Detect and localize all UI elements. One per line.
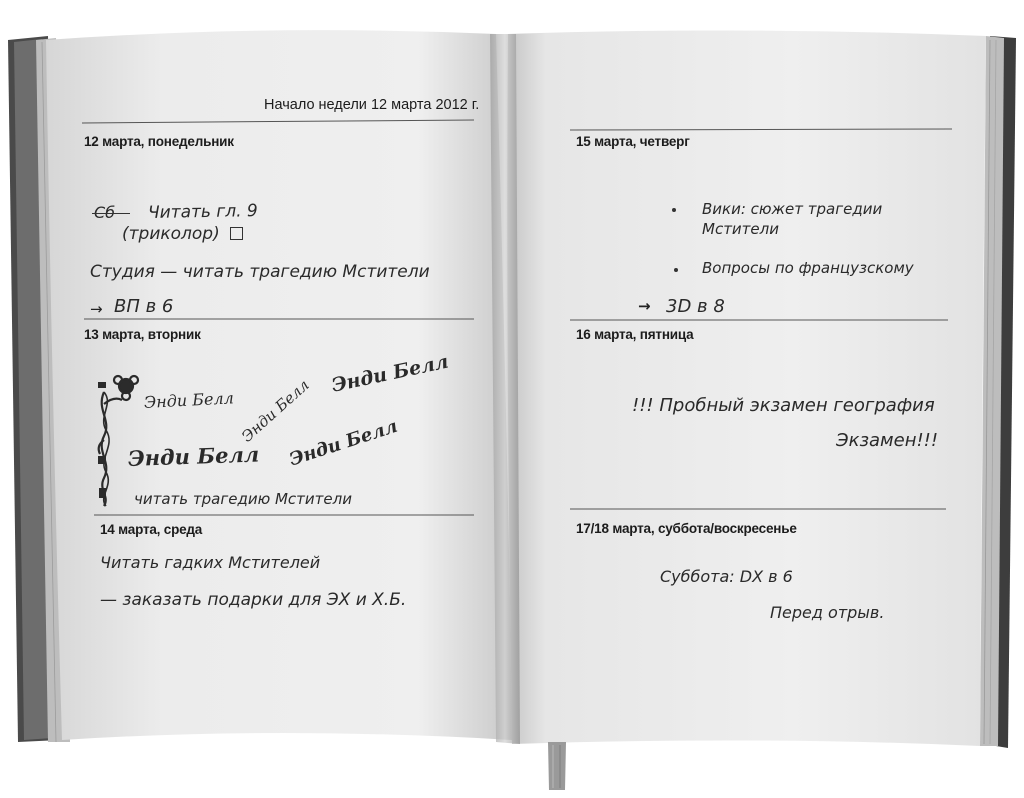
arrow-right-icon: → [638, 297, 651, 315]
day-heading-tuesday: 13 марта, вторник [84, 327, 201, 342]
note-saturday: Суббота: DX в 6 [660, 567, 793, 586]
note-studio: Студия — читать трагедию Мстители [90, 262, 430, 282]
day-heading-friday: 16 марта, пятница [576, 327, 694, 342]
note-andy-5: Энди Белл [286, 415, 401, 471]
strikethrough-line [92, 213, 130, 214]
week-heading: Начало недели 12 марта 2012 г. [264, 97, 480, 113]
note-wed-2: — заказать подарки для ЭХ и Х.Б. [100, 590, 407, 610]
arrow-right-icon: → [90, 300, 103, 318]
note-wed-1: Читать гадких Мстителей [100, 553, 321, 572]
day-heading-weekend: 17/18 марта, суббота/воскресенье [576, 521, 797, 536]
note-bp: ВП в 6 [114, 296, 174, 317]
note-read-chapter: Читать гл. 9 [147, 201, 258, 223]
note-andy-2: Энди Белл [237, 375, 313, 446]
day-heading-wednesday: 14 марта, среда [100, 522, 203, 537]
note-tricolor: (триколор) [122, 224, 220, 244]
day-heading-thursday: 15 марта, четверг [576, 134, 690, 149]
bullet-dot [674, 268, 678, 272]
struck-note: Сб [94, 203, 116, 222]
note-read-tragedy: читать трагедию Мстители [134, 490, 352, 508]
note-exam-2: Экзамен!!! [836, 430, 939, 451]
day-heading-monday: 12 марта, понедельник [84, 134, 234, 149]
note-andy-4: Энди Белл [127, 441, 260, 471]
bullet-dot [672, 208, 676, 212]
bookmark-ribbon [548, 742, 566, 790]
note-break: Перед отрыв. [770, 603, 885, 622]
note-andy-3: Энди Белл [329, 350, 451, 397]
note-french: Вопросы по французскому [702, 259, 914, 277]
note-andy-1: Энди Белл [143, 388, 235, 412]
note-wiki-1: Вики: сюжет трагедии [702, 200, 883, 218]
note-wiki-2: Мстители [702, 220, 779, 238]
note-exam-1: !!! Пробный экзамен география [632, 395, 935, 416]
checkbox-icon [230, 227, 243, 240]
note-3d: 3D в 8 [666, 296, 725, 317]
